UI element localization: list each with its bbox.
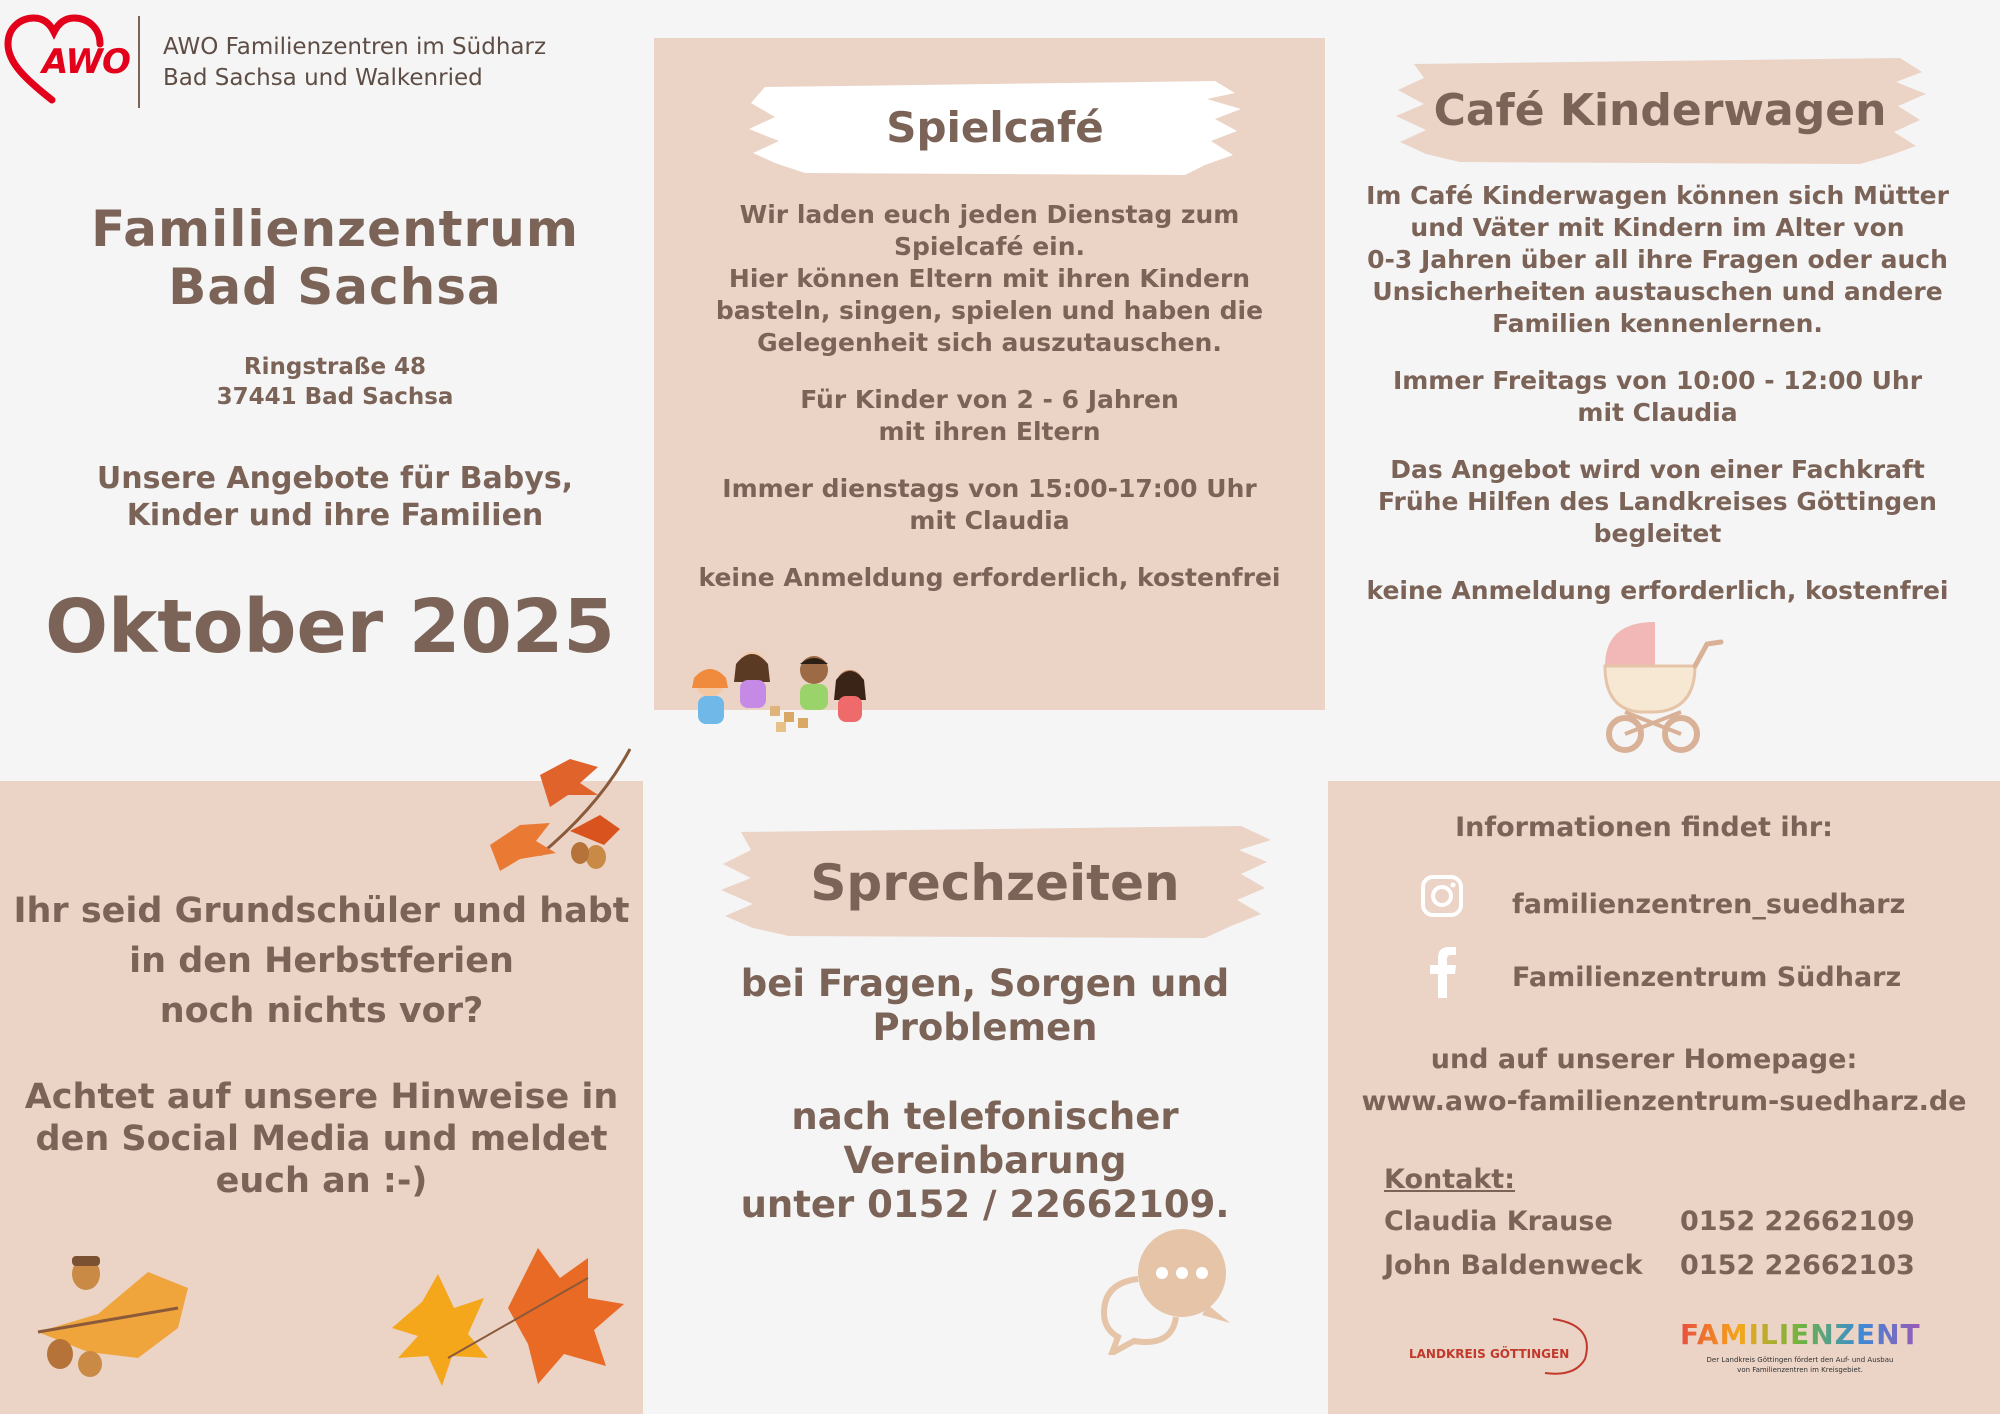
- kinderwagen-text-line: [1335, 429, 1980, 454]
- children-playing-icon: [680, 638, 880, 738]
- familienzentren-logo: [1680, 1315, 1988, 1385]
- spielcafe-text-line: Wir laden euch jeden Dienstag zum: [739, 200, 1240, 229]
- page-title: [20, 200, 650, 316]
- org-line-2: Bad Sachsa und Walkenried: [163, 65, 483, 91]
- homepage-url[interactable]: www.awo-familienzentrum-suedharz.de: [1361, 1086, 1967, 1117]
- info-heading: Informationen findet ihr:: [1455, 812, 1833, 843]
- homepage-label: und auf unserer Homepage:: [1430, 1044, 1858, 1075]
- spielcafe-text-line: basteln, singen, spielen und haben die: [715, 296, 1264, 325]
- kinderwagen-text: [1335, 180, 1980, 607]
- kinderwagen-text-line: Das Angebot wird von einer Fachkraft: [1390, 455, 1925, 484]
- title-line-1: Familienzentrum: [91, 200, 579, 258]
- herbst-text-2: [0, 1076, 643, 1202]
- kinderwagen-text-line: Immer Freitags von 10:00 - 12:00 Uhr: [1392, 366, 1923, 395]
- stroller-illustration: [1595, 618, 1735, 758]
- title-line-2: Bad Sachsa: [168, 258, 502, 316]
- kinderwagen-text-line: Im Café Kinderwagen können sich Mütter: [1366, 181, 1949, 210]
- chat-bubbles-icon: [1098, 1225, 1238, 1355]
- sprechzeiten-text-line: unter 0152 / 22662109.: [740, 1183, 1230, 1226]
- herbst-text-line: Ihr seid Grundschüler und habt: [13, 891, 630, 931]
- sprechzeiten-title-brush: [715, 820, 1275, 945]
- address: [20, 352, 650, 412]
- kinderwagen-text-line: [1335, 550, 1980, 575]
- awo-logo: [4, 14, 132, 106]
- kinderwagen-text-line: begleitet: [1593, 519, 1722, 548]
- facebook-name[interactable]: Familienzentrum Südharz: [1512, 962, 1902, 993]
- kids-illustration: [680, 638, 880, 738]
- landkreis-text: LANDKREIS GÖTTINGEN: [1409, 1347, 1570, 1361]
- kinderwagen-text-line: mit Claudia: [1577, 398, 1738, 427]
- leaves-bottom-left: [28, 1248, 208, 1378]
- leaves-bottom-right: [388, 1238, 628, 1388]
- spielcafe-text-line: Gelegenheit sich auszutauschen.: [757, 328, 1222, 357]
- offer-line-1: Unsere Angebote für Babys,: [96, 461, 574, 496]
- sprechzeiten-text-line: Vereinbarung: [843, 1139, 1127, 1182]
- contact-row-1-phone[interactable]: 0152 22662109: [1680, 1206, 1915, 1237]
- spielcafe-text-line: Hier können Eltern mit ihren Kindern: [728, 264, 1251, 293]
- herbst-text-line: Achtet auf unsere Hinweise in: [24, 1077, 619, 1117]
- familienzentren-logo-text: FAMILIENZENTREN: [1680, 1315, 1920, 1355]
- herbst-text-line: euch an :-): [215, 1161, 428, 1201]
- familienzentren-caption-1: Der Landkreis Göttingen fördert den Auf- und Ausbau: [1706, 1356, 1894, 1364]
- kinderwagen-text-line: Unsicherheiten austauschen und andere: [1372, 277, 1943, 306]
- spielcafe-text-line: [654, 448, 1325, 473]
- spielcafe-text-line: [654, 359, 1325, 384]
- instagram-icon[interactable]: [1420, 874, 1464, 918]
- kinderwagen-title-brush: [1390, 50, 1930, 170]
- kinderwagen-text-line: [1335, 340, 1980, 365]
- address-city: 37441 Bad Sachsa: [216, 384, 454, 410]
- kinderwagen-title: Café Kinderwagen: [1433, 84, 1887, 136]
- herbst-text-line: in den Herbstferien: [129, 941, 514, 981]
- kinderwagen-text-line: keine Anmeldung erforderlich, kostenfrei: [1366, 576, 1949, 605]
- org-line-1: AWO Familienzentren im Südharz: [163, 34, 547, 60]
- herbst-text-line: den Social Media und meldet: [35, 1119, 608, 1159]
- month-title: Oktober 2025: [45, 584, 615, 670]
- autumn-leaves-icon: [480, 745, 640, 880]
- spielcafe-text-line: [654, 537, 1325, 562]
- contact-label: Kontakt:: [1384, 1164, 1516, 1195]
- chat-illustration: [1098, 1225, 1238, 1355]
- autumn-leaves-icon: [28, 1248, 208, 1378]
- offer-line-2: Kinder und ihre Familien: [126, 498, 544, 533]
- herbst-text-1: [0, 886, 643, 1036]
- herbst-text-line: noch nichts vor?: [159, 991, 484, 1031]
- landkreis-arc-icon: [1405, 1315, 1605, 1377]
- spielcafe-title: Spielcafé: [886, 103, 1104, 152]
- spielcafe-text-line: Immer dienstags von 15:00-17:00 Uhr: [722, 474, 1257, 503]
- facebook-icon[interactable]: [1428, 946, 1458, 998]
- stroller-icon: [1595, 618, 1735, 758]
- awo-logo-text: AWO: [42, 42, 130, 82]
- header-divider: [138, 16, 140, 108]
- sprechzeiten-text-line: nach telefonischer: [791, 1095, 1179, 1138]
- sprechzeiten-text-2: [643, 1095, 1327, 1227]
- contact-row-1-name: Claudia Krause: [1384, 1206, 1613, 1237]
- landkreis-logo: [1405, 1315, 1605, 1377]
- kinderwagen-text-line: Frühe Hilfen des Landkreises Göttingen: [1378, 487, 1937, 516]
- spielcafe-text-line: Für Kinder von 2 - 6 Jahren: [800, 385, 1179, 414]
- spielcafe-title-brush: [745, 75, 1245, 180]
- instagram-handle[interactable]: familienzentren_suedharz: [1512, 889, 1906, 920]
- address-street: Ringstraße 48: [243, 354, 427, 380]
- spielcafe-text: [654, 199, 1325, 594]
- spielcafe-text-line: keine Anmeldung erforderlich, kostenfrei: [698, 563, 1281, 592]
- leaves-top-right: [480, 745, 640, 880]
- sprechzeiten-text-line: bei Fragen, Sorgen und: [740, 962, 1230, 1005]
- contact-row-2-name: John Baldenweck: [1384, 1250, 1643, 1281]
- contact-row-2-phone[interactable]: 0152 22662103: [1680, 1250, 1915, 1281]
- spielcafe-text-line: Spielcafé ein.: [893, 232, 1086, 261]
- kinderwagen-text-line: 0-3 Jahren über all ihre Fragen oder auch: [1367, 245, 1948, 274]
- spielcafe-text-line: mit Claudia: [909, 506, 1070, 535]
- familienzentren-caption-2: von Familienzentren im Kreisgebiet.: [1737, 1366, 1863, 1374]
- sprechzeiten-text-line: Problemen: [872, 1006, 1098, 1049]
- kinderwagen-text-line: Familien kennenlernen.: [1492, 309, 1823, 338]
- spielcafe-text-line: mit ihren Eltern: [878, 417, 1101, 446]
- offer-subtitle: [20, 460, 650, 534]
- maple-leaves-icon: [388, 1238, 628, 1388]
- sprechzeiten-title: Sprechzeiten: [810, 853, 1180, 912]
- sprechzeiten-text-1: [643, 962, 1327, 1050]
- org-name: [163, 32, 546, 94]
- kinderwagen-text-line: und Väter mit Kindern im Alter von: [1410, 213, 1905, 242]
